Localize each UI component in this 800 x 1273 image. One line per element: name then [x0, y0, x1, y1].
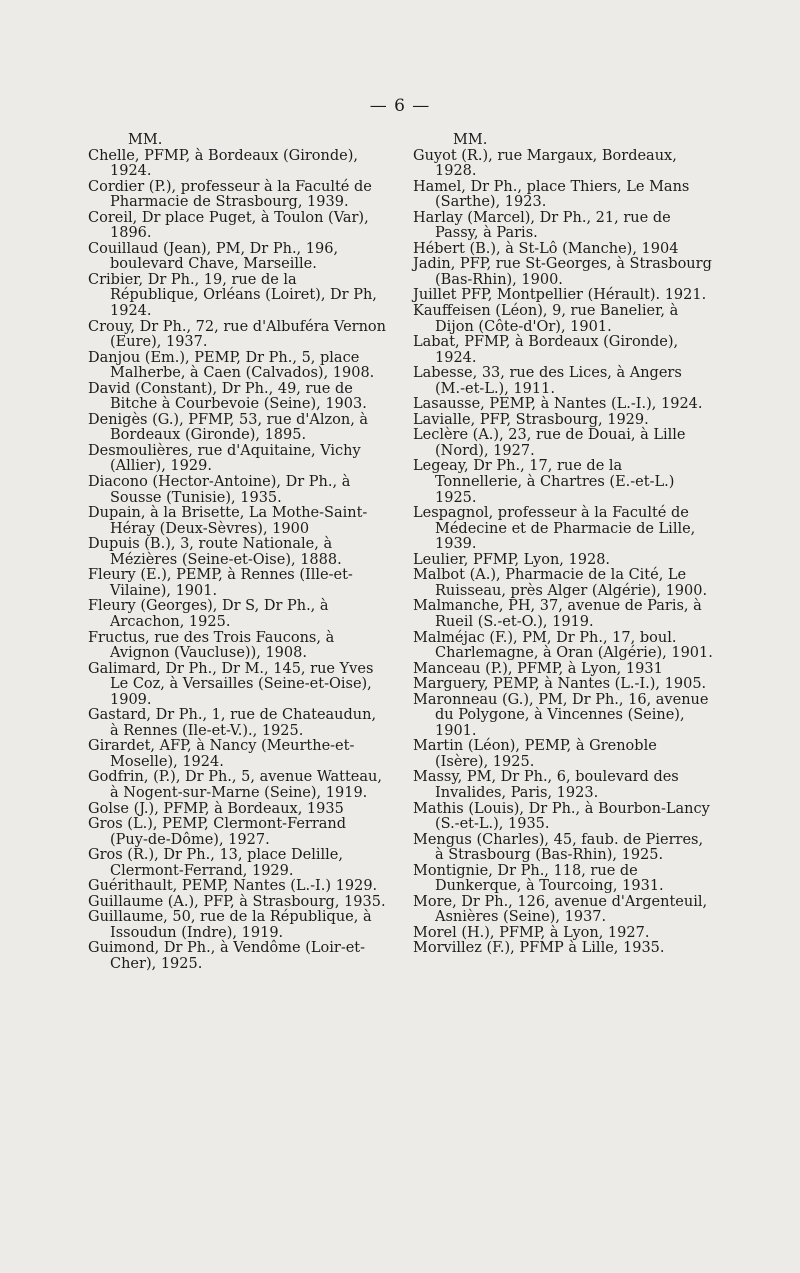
right-column [413, 133, 713, 957]
directory-entry: Martin (Léon), PEMP, à Grenoble (Isère), 1925. [413, 738, 657, 770]
directory-entry: Crouy, Dr Ph., 72, rue d'Albuféra Vernon (Eure), 1937. [88, 318, 386, 351]
directory-entry: Dupain, à la Brisette, La Mothe-Saint-Héray (Deux-Sèvres), 1900 [88, 505, 368, 537]
directory-entry: Godfrin, (P.), Dr Ph., 5, avenue Watteau, à Nogent-sur-Marne (Seine), 1919. [88, 769, 382, 801]
directory-entry: Lavialle, PFP, Strasbourg, 1929. [413, 411, 649, 428]
directory-entry: Chelle, PFMP, à Bordeaux (Gironde), 1924. [88, 147, 358, 180]
directory-entry: Guyot (R.), rue Margaux, Bordeaux, 1928. [413, 147, 677, 180]
directory-entry: Desmoulières, rue d'Aquitaine, Vichy (Allier), 1929. [88, 442, 361, 475]
directory-entry: Leulier, PFMP, Lyon, 1928. [413, 551, 611, 568]
directory-entry: David (Constant), Dr Ph., 49, rue de Bitche à Courbevoie (Seine), 1903. [88, 380, 367, 413]
directory-entry: Malbot (A.), Pharmacie de la Cité, Le Ruisseau, près Alger (Algérie), 1900. [413, 567, 708, 599]
column-header: MM. [128, 132, 163, 148]
page-number: — 6 — [369, 96, 431, 116]
directory-entry: Morvillez (F.), PFMP à Lille, 1935. [413, 940, 665, 957]
directory-entry: Guillaume, 50, rue de la République, à Issoudun (Indre), 1919. [88, 909, 372, 941]
entry-list [88, 149, 388, 973]
directory-entry: Massy, PM, Dr Ph., 6, boulevard des Invalides, Paris, 1923. [413, 769, 679, 801]
directory-entry: Denigès (G.), PFMP, 53, rue d'Alzon, à Bordeaux (Gironde), 1895. [88, 411, 369, 444]
directory-entry: Morel (H.), PFMP, à Lyon, 1927. [413, 924, 650, 941]
directory-entry: Lespagnol, professeur à la Faculté de Médecine et de Pharmacie de Lille, 1939. [413, 505, 696, 553]
directory-entry: Cordier (P.), professeur à la Faculté de Pharmacie de Strasbourg, 1939. [88, 178, 372, 211]
directory-entry: Jadin, PFP, rue St-Georges, à Strasbourg (Bas-Rhin), 1900. [413, 256, 712, 288]
directory-entry: Dupuis (B.), 3, route Nationale, à Mézières (Seine-et-Oise), 1888. [88, 536, 342, 568]
directory-entry: Couillaud (Jean), PM, Dr Ph., 196, boulevard Chave, Marseille. [88, 240, 339, 273]
directory-entry: Coreil, Dr place Puget, à Toulon (Var), 1896. [88, 209, 369, 242]
directory-entry: Manceau (P.), PFMP, à Lyon, 1931 [413, 660, 663, 677]
directory-entry: Leclère (A.), 23, rue de Douai, à Lille (Nord), 1927. [413, 427, 686, 459]
directory-entry: Harlay (Marcel), Dr Ph., 21, rue de Passy, à Paris. [413, 209, 671, 242]
directory-entry: Fructus, rue des Trois Faucons, à Avignon (Vaucluse)), 1908. [88, 629, 335, 662]
directory-entry: Gros (R.), Dr Ph., 13, place Delille, Clermont-Ferrand, 1929. [88, 847, 343, 879]
directory-entry: Lasausse, PEMP, à Nantes (L.-I.), 1924. [413, 396, 703, 413]
directory-entry: Danjou (Em.), PEMP, Dr Ph., 5, place Malherbe, à Caen (Calvados), 1908. [88, 349, 375, 382]
directory-entry: Labat, PFMP, à Bordeaux (Gironde), 1924. [413, 334, 679, 366]
directory-entry: Gastard, Dr Ph., 1, rue de Chateaudun, à Rennes (Ile-et-V.)., 1925. [88, 707, 377, 739]
directory-entry: Galimard, Dr Ph., Dr M., 145, rue Yves Le Coz, à Versailles (Seine-et-Oise), 1909. [88, 660, 374, 708]
directory-entry: Diacono (Hector-Antoine), Dr Ph., à Sousse (Tunisie), 1935. [88, 474, 351, 506]
directory-entry: Malméjac (F.), PM, Dr Ph., 17, boul. Charlemagne, à Oran (Algérie), 1901. [413, 629, 713, 662]
directory-entry: Hébert (B.), à St-Lô (Manche), 1904 [413, 240, 679, 257]
directory-entry: Legeay, Dr Ph., 17, rue de la Tonnellerie, à Chartres (E.-et-L.) 1925. [413, 458, 675, 506]
directory-entry: Hamel, Dr Ph., place Thiers, Le Mans (Sarthe), 1923. [413, 178, 690, 211]
directory-entry: Kauffeisen (Léon), 9, rue Banelier, à Dijon (Côte-d'Or), 1901. [413, 303, 679, 335]
directory-entry: Girardet, AFP, à Nancy (Meurthe-et-Moselle), 1924. [88, 738, 355, 770]
directory-entry: More, Dr Ph., 126, avenue d'Argenteuil, Asnières (Seine), 1937. [413, 893, 708, 926]
directory-entry: Gros (L.), PEMP, Clermont-Ferrand (Puy-de-Dôme), 1927. [88, 816, 347, 848]
directory-entry: Maronneau (G.), PM, Dr Ph., 16, avenue du Polygone, à Vincennes (Seine), 1901. [413, 691, 709, 739]
directory-entry: Marguery, PEMP, à Nantes (L.-I.), 1905. [413, 676, 707, 693]
directory-entry: Golse (J.), PFMP, à Bordeaux, 1935 [88, 800, 344, 817]
directory-entry: Guimond, Dr Ph., à Vendôme (Loir-et-Cher), 1925. [88, 940, 366, 972]
directory-entry: Juillet PFP, Montpellier (Hérault). 1921. [413, 287, 707, 304]
directory-entry: Guérithault, PEMP, Nantes (L.-I.) 1929. [88, 878, 378, 895]
directory-entry: Labesse, 33, rue des Lices, à Angers (M.-et-L.), 1911. [413, 365, 682, 397]
directory-entry: Fleury (E.), PEMP, à Rennes (Ille-et-Vilaine), 1901. [88, 567, 353, 599]
directory-entry: Montignie, Dr Ph., 118, rue de Dunkerque, à Tourcoing, 1931. [413, 862, 664, 895]
column-header: MM. [453, 132, 488, 148]
directory-entry: Mathis (Louis), Dr Ph., à Bourbon-Lancy (S.-et-L.), 1935. [413, 800, 710, 833]
directory-entry: Cribier, Dr Ph., 19, rue de la République, Orléans (Loiret), Dr Ph, 1924. [88, 271, 377, 320]
directory-entry: Mengus (Charles), 45, faub. de Pierres, à Strasbourg (Bas-Rhin), 1925. [413, 831, 704, 864]
directory-entry: Malmanche, PH, 37, avenue de Paris, à Rueil (S.-et-O.), 1919. [413, 598, 702, 630]
entry-list [413, 149, 713, 957]
left-column [88, 133, 388, 973]
directory-entry: Guillaume (A.), PFP, à Strasbourg, 1935. [88, 893, 386, 910]
directory-entry: Fleury (Georges), Dr S, Dr Ph., à Arcachon, 1925. [88, 598, 329, 630]
